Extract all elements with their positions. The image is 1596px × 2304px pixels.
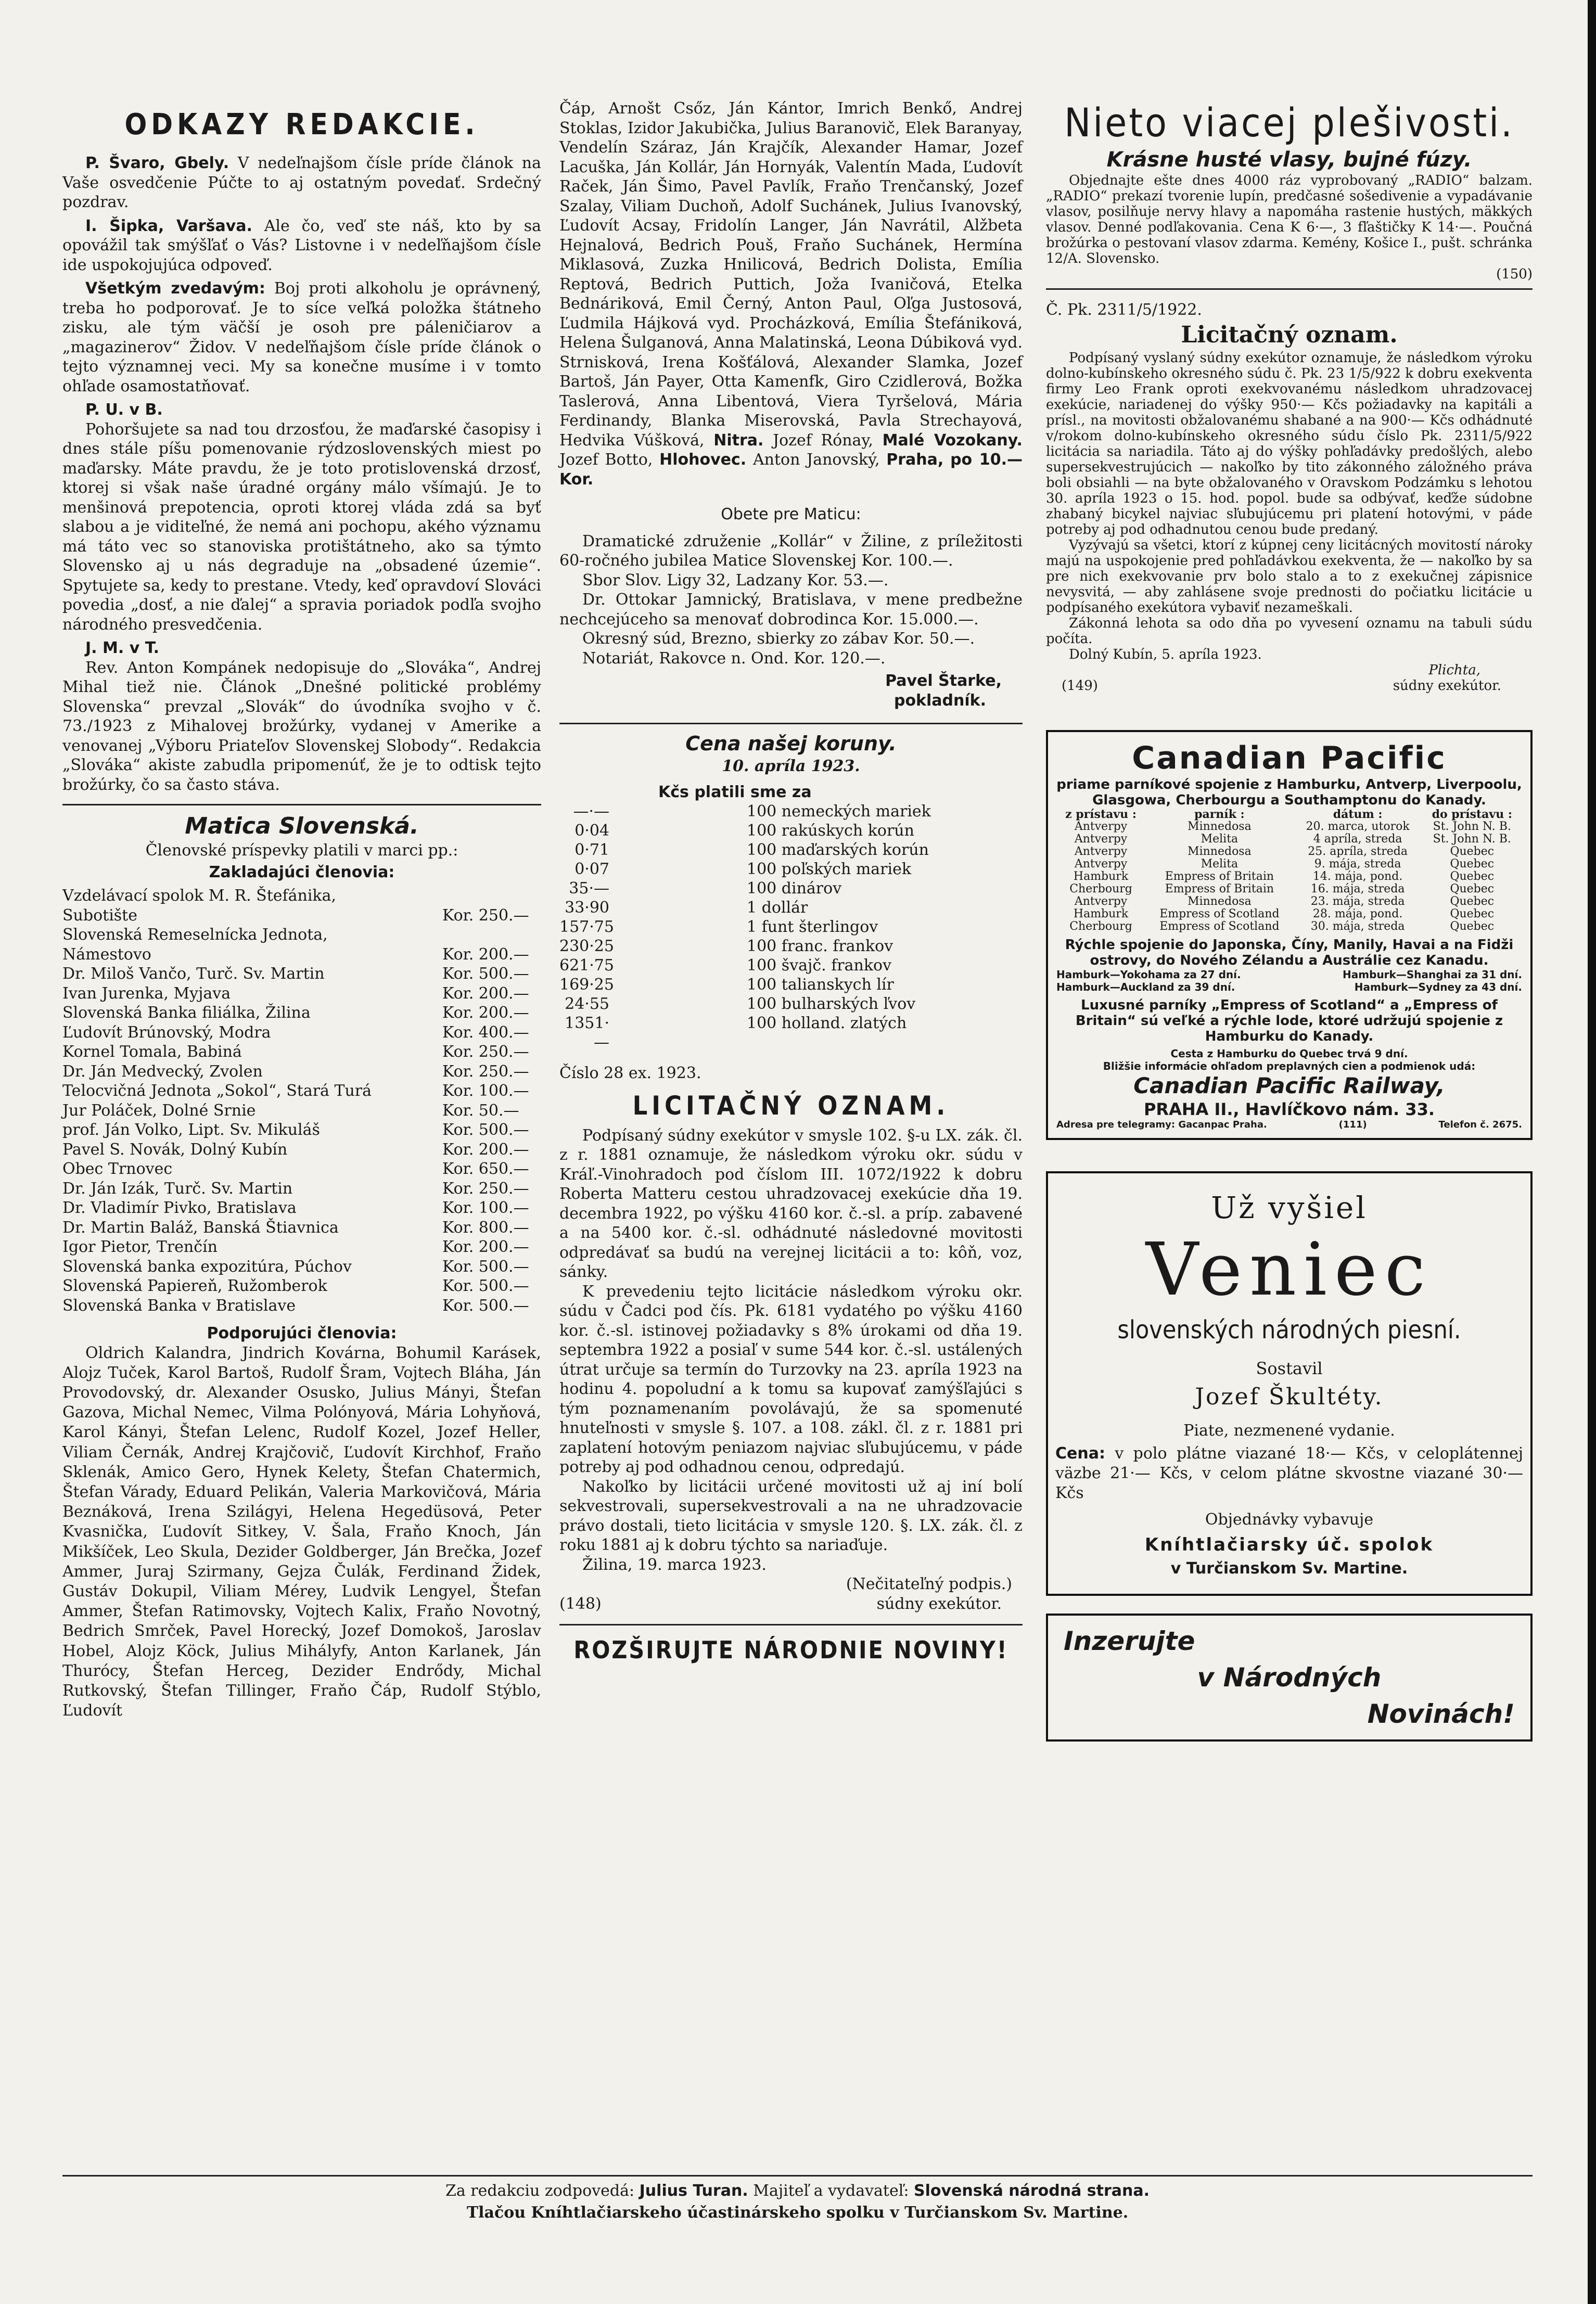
cena-value: 24·55 xyxy=(565,995,609,1013)
cp-cell: Antverpy xyxy=(1074,894,1128,908)
page-edge-bar xyxy=(1588,0,1596,2304)
licitacia-2-sign: Plichta, xyxy=(1428,662,1480,678)
cena-row xyxy=(559,802,1023,821)
licitacia-date: Žilina, 19. marca 1923. xyxy=(582,1555,767,1574)
ad-plesivost-num: (150) xyxy=(1496,266,1533,282)
cp-cell: 20. marca, utorok xyxy=(1306,820,1410,833)
veniec-subtitle: slovenských národných piesní. xyxy=(1117,1315,1461,1345)
zakladajuci-row xyxy=(62,1120,541,1140)
cena-row xyxy=(559,860,1023,879)
cena-value: 621·75 xyxy=(559,956,614,975)
odkazy-title: ODKAZY REDAKCIE. xyxy=(124,108,479,142)
cp-cell: Quebec xyxy=(1450,919,1495,933)
cena-currency: 100 maďarských korún xyxy=(747,841,929,859)
zakladajuci-heading: Zakladajúci členovia: xyxy=(209,863,395,881)
veniec-ad xyxy=(1046,1171,1533,1596)
footer-line-2: Tlačou Kníhtlačiarskeho účastinárskeho spolku v Turčianskom Sv. Martine. xyxy=(466,2204,1129,2222)
zakladajuci-name: Obec Trnovec xyxy=(62,1160,173,1178)
cena-currency: 100 švajč. frankov xyxy=(747,956,892,975)
odkaz-5-head: J. M. v T. xyxy=(85,639,160,657)
cp-cell: Antverpy xyxy=(1074,832,1128,846)
footer-line-1: Za redakciu zodpovedá: Julius Turan. Majiteľ a vydavateľ: Slovenská národná strana. xyxy=(445,2182,1150,2200)
zakladajuci-row xyxy=(62,1218,541,1238)
cena-row xyxy=(559,994,1023,1014)
zakladajuci-amount: Kor. 200.— xyxy=(442,1004,529,1022)
zakladajuci-row xyxy=(62,964,541,984)
zakladajuci-name: Vzdelávací spolok M. R. Štefánika, Subotište xyxy=(62,887,337,925)
obete-heading: Obete pre Maticu: xyxy=(721,505,861,523)
cp-cell: St. John N. B. xyxy=(1433,832,1511,846)
cena-value: 35·— xyxy=(569,879,609,898)
odkaz-1: P. Švaro, Gbely. V nedeľnajšom čísle príde článok na Vaše osvedčenie Púčte to aj ostatným povedať. Srdečný pozdrav. xyxy=(62,154,541,211)
inzerujte-l2: v Národných xyxy=(1197,1662,1382,1693)
cp-cell: Minnedosa xyxy=(1188,844,1252,858)
cena-row xyxy=(559,975,1023,994)
zakladajuci-amount: Kor. 400.— xyxy=(442,1023,529,1042)
cena-value: 0·71 xyxy=(574,841,609,859)
signature-role: pokladník. xyxy=(893,691,986,710)
cp-col-header: z prístavu : xyxy=(1065,807,1137,821)
zakladajuci-amount: Kor. 250.— xyxy=(442,1179,529,1198)
middle-column xyxy=(559,99,1023,1668)
cp-cell: Hamburk xyxy=(1073,869,1129,883)
zakladajuci-name: Dr. Vladimír Pivko, Bratislava xyxy=(62,1199,297,1217)
zakladajuci-amount: Kor. 100.— xyxy=(442,1082,529,1100)
cena-date: 10. apríla 1923. xyxy=(722,757,860,775)
zakladajuci-name: Kornel Tomala, Babiná xyxy=(62,1043,242,1061)
podporujuci-names: Oldrich Kalandra, Jindrich Kovárna, Bohumil Karásek, Alojz Tuček, Karol Bartoš, Rudolf Šram, Vojtech Bláha, Ján Provodovský, dr. Alexander Osusko, Julius Mányi, Štefan Gazova, Michal Nemec, Vilma Polónyová, Mária Lohyňová, Karol Kányi, Štefan Lelenc, Rudolf Kozel, Jozef Heller, Viliam Černák, Andrej Krajčovič, Ľudovít Kirchhof, Fraňo Sklenák, Amico Gero, Hynek Kelety, Štefan Chatermich, Štefan Várady, Eduard Pelikán, Valeria Markovičová, Mária Beznáková, Irena Szilágyi, Helena Hegedüsová, Peter Kvasnička, Ľudovít Sitkey, V. Šala, Fraňo Knoch, Ján Mikšíček, Leo Skula, Dezider Goldberger, Ján Brečka, Jozef Ammer, Juraj Szirmany, Gejza Čulák, Ferdinand Židek, Gustáv Dokupil, Viliam Mérey, Ludvik Lengyel, Štefan Ammer, Štefan Ratimovsky, Vojtech Kalix, Fraňo Novotný, Bedrich Smrček, Pavel Horecký, Jozef Domokoš, Jaroslav Hobel, Alojz Köck, Julius Mihályfy, Anton Karlanek, Ján Thurócy, Štefan Herceg, Dezider Endrődy, Michal Rutkovský, Štefan Tillinger, Fraňo Čáp, Rudolf Stýblo, Ľudovít xyxy=(62,1343,541,1720)
cp-schedule xyxy=(1056,808,1522,933)
zakladajuci-amount: Kor. 50.— xyxy=(442,1101,519,1120)
cp-row xyxy=(1056,821,1522,833)
zakladajuci-row xyxy=(62,1159,541,1179)
cp-fast: Rýchle spojenie do Japonska, Číny, Manily, Havai a na Fidži ostrovy, do Nového Zélandu a Austrálie cez Kanadu. xyxy=(1065,937,1514,968)
cp-times: Hamburk—Auckland za 39 dní. Hamburk—Sydney za 43 dní. xyxy=(1056,980,1522,993)
cena-currency: 100 talianskych lír xyxy=(747,976,894,994)
cislo-ref: Číslo 28 ex. 1923. xyxy=(559,1064,701,1082)
footer-rule xyxy=(62,2175,1533,2177)
cp-row xyxy=(1056,858,1522,871)
zakladajuci-name: Ľudovít Brúnovský, Modra xyxy=(62,1023,271,1042)
cp-cell: Melita xyxy=(1201,857,1239,871)
cp-cell: Minnedosa xyxy=(1188,894,1252,908)
zakladajuci-row xyxy=(62,1062,541,1082)
matica-subtitle: Členovské príspevky platili v marci pp.: xyxy=(145,841,458,860)
zakladajuci-list xyxy=(62,886,541,1315)
odkaz-2: I. Šipka, Varšava. Ale čo, veď ste náš, kto by sa opovážil tak smýšľať o Vás? Listovne i v nedeľňajšom čísle ide uspokojujúca odpoveď. xyxy=(62,216,541,274)
zakladajuci-amount: Kor. 250.— xyxy=(442,906,529,925)
veniec-l1: Už vyšiel xyxy=(1211,1189,1368,1225)
zakladajuci-amount: Kor. 500.— xyxy=(442,1296,529,1315)
zakladajuci-amount: Kor. 200.— xyxy=(442,1238,529,1256)
cp-cell: Quebec xyxy=(1450,882,1495,895)
zakladajuci-name: Jur Poláček, Dolné Srnie xyxy=(62,1101,256,1120)
cena-row xyxy=(559,821,1023,840)
left-column xyxy=(62,99,541,1721)
odkaz-3: Všetkým zvedavým: Boj proti alkoholu je oprávnený, treba ho podporovať. Je to síce veľká položka štátneho zisku, ale tým väčší je osoh pre páleničiarov a „magazinerov“ Židov. V nedeľňajšom čísle príde článok o tejto významnej veci. My sa konečne musíme i v tomto ohľade osamostatňovať. xyxy=(62,279,541,395)
licitacia-para: Nakoľko by licitácii určené movitosti už aj iní bolí sekvestrovali, supersekvestrovali a na ne uhradzovacie právo dostali, tieto licitácia v smysle 120. §. LX. zák. čl. z roku 1881 aj k dobru týchto sa nariaďuje. xyxy=(559,1477,1023,1554)
cp-cell: Quebec xyxy=(1450,844,1495,858)
signature-name: Pavel Štarke, xyxy=(885,672,1002,690)
cena-value: 33·90 xyxy=(565,899,609,917)
cp-cell: St. John N. B. xyxy=(1433,820,1511,833)
divider xyxy=(559,1624,1023,1625)
zakladajuci-row xyxy=(62,1237,541,1257)
cp-cell: 14. mája, pond. xyxy=(1312,869,1403,883)
ad-plesivost-title: Nieto viacej plešivosti. xyxy=(1064,99,1514,146)
licitacia-2-footer: (149) súdny exekútor. xyxy=(1062,677,1501,694)
cp-cell: Empress of Britain xyxy=(1165,869,1274,883)
rozsirujte-ad: ROZŠIRUJTE NÁRODNIE NOVINY! xyxy=(573,1636,1008,1664)
cena-value: 1351·— xyxy=(565,1014,609,1052)
licitacia-para: K prevedeniu tejto licitácie následkom výroku okr. súdu v Čadci pod čís. Pk. 6181 vydatého po výšku 4160 kor. č.-sl. istinovej požiadavky s 8% úrokami od dňa 19. septembra 1922 a posiaľ v sume 544 kor. č.-sl. ustálených útrat určuje sa termín do Turzovky na 23. apríla 1923 na hodinu 4. popoludní a k tomu sa kupovať zamýšľajúci s tým poznamenaním povolávajú, že sa spomenuté hnuteľnosti v smysle §. 107. a 108. zákl. čl. z r. 1881 pri zaplatení hotovým peniazom najviac sľubujúcemu, v páde potreby aj pod odhadnou cenou, odpredajú. xyxy=(559,1282,1023,1476)
divider xyxy=(62,804,541,805)
cp-row xyxy=(1056,871,1522,883)
cp-cell: Empress of Scotland xyxy=(1159,919,1280,933)
veniec-order: Objednávky vybavuje xyxy=(1205,1510,1374,1529)
zakladajuci-name: Slovenská Banka filiálka, Žilina xyxy=(62,1004,311,1022)
inzerujte-ad xyxy=(1046,1614,1533,1742)
cp-col-header: do prístavu : xyxy=(1432,807,1512,821)
inzerujte-l1: Inzerujte xyxy=(1064,1625,1195,1656)
licitacia-para: Podpísaný súdny exekútor v smysle 102. §-u LX. zák. čl. z r. 1881 oznamuje, že následkom výroku okr. súdu v Kráľ.-Vinohradoch pod číslom III. 1072/1922 k dobru Roberta Matteru cestou uhradzovacej exekúcie dňa 19. decembra 1922, po výšku 4160 kor. č.-sl. a príp. zabavené a na 5400 kor. č.-sl. odhádnuté následovné movitosti odpredávať sa budú na verejnej licitácii a to: kôň, voz, sánky. xyxy=(559,1126,1023,1281)
zakladajuci-name: Slovenská Remeselnícka Jednota, Námestovo xyxy=(62,926,328,964)
licitacia-2-para: Vyzývajú sa všetci, ktorí z kúpnej ceny licitácných movitostí nároky majú na uspokojenie pred pohľadávkou exekventa, že — nakoľko by sa pre nich exekvovanie prv bolo stalo a to z exekučnej zápisnice nevysvitá, — aby zahlásene svoje prednosti do počiatku licitácie u podpísaného exekútora vybaviť nezameškali. xyxy=(1046,537,1533,616)
cp-row xyxy=(1056,833,1522,846)
zakladajuci-amount: Kor. 500.— xyxy=(442,965,529,983)
zakladajuci-name: Pavel S. Novák, Dolný Kubín xyxy=(62,1140,288,1159)
cena-header: Kčs platili sme za xyxy=(658,783,812,801)
zakladajuci-row xyxy=(62,1003,541,1023)
zakladajuci-name: Dr. Miloš Vančo, Turč. Sv. Martin xyxy=(62,965,325,983)
obete-item: Dr. Ottokar Jamnický, Bratislava, v mene predbežne nechcejúceho sa menovať dobrodinca Kor. 15.000.—. xyxy=(559,591,1023,629)
cp-subtitle: priame parníkové spojenie z Hamburku, Antverp, Liverpoolu, Glasgowa, Cherbourgu a Southamptonu do Kanady. xyxy=(1056,776,1522,808)
cp-cell: 30. mája, streda xyxy=(1310,919,1405,933)
cena-value: 0·07 xyxy=(574,860,609,878)
zakladajuci-row xyxy=(62,1276,541,1296)
zakladajuci-amount: Kor. 500.— xyxy=(442,1121,529,1139)
licitacia-footer: (148) súdny exekútor. xyxy=(559,1594,1002,1613)
veniec-title: Veniec xyxy=(1145,1227,1433,1312)
cp-cell: Antverpy xyxy=(1074,844,1128,858)
cp-col-header: parník : xyxy=(1194,807,1245,821)
zakladajuci-amount: Kor. 800.— xyxy=(442,1218,529,1237)
cp-cell: Quebec xyxy=(1450,907,1495,920)
inzerujte-l3: Novinách! xyxy=(1367,1698,1515,1729)
zakladajuci-name: Dr. Ján Izák, Turč. Sv. Martin xyxy=(62,1179,293,1198)
cena-value: 230·25 xyxy=(559,937,614,955)
cena-row xyxy=(559,956,1023,975)
cp-cell: Cherbourg xyxy=(1069,882,1132,895)
licitacia-2-date: Dolný Kubín, 5. apríla 1923. xyxy=(1069,646,1262,662)
obete-item: Notariát, Rakovce n. Ond. Kor. 120.—. xyxy=(582,649,886,668)
cp-cell: 28. mája, pond. xyxy=(1312,907,1403,920)
odkaz-4: Pohoršujete sa nad tou drzosťou, že maďarské časopisy i dnes stále píšu pomenovanie rýdzoslovenských miest po maďarsky. Máte pravdu, že je toto protislovenská drzosť, ktorej si však naše úradné orgány málo všímajú. Je to menšinová prepotencia, oproti ktorej vláda zdá sa byť slabou a je viditeľné, že nemá ani pochopu, akého významu má táto vec so stanoviska protištátneho, ako sa týmto Slovensko aj u nás degraduje na „obsadené územie“. Spytujete sa, kedy to prestane. Vtedy, keď opravdoví Slováci povedia „dosť, a nie ďalej“ a spravia poriadok podľa svojho národného presvedčenia. xyxy=(62,420,541,634)
zakladajuci-name: Slovenská Banka v Bratislave xyxy=(62,1296,296,1315)
zakladajuci-row xyxy=(62,1081,541,1101)
veniec-price: Cena: v polo plátne viazané 18·— Kčs, v celoplátennej väzbe 21·— Kčs, v celom plátne skvostne viazané 30·— Kčs xyxy=(1055,1444,1523,1502)
cena-value: 157·75 xyxy=(559,918,614,936)
cp-cell: Quebec xyxy=(1450,894,1495,908)
cp-cell: Melita xyxy=(1201,832,1239,846)
zakladajuci-row xyxy=(62,925,541,964)
podporujuci-heading: Podporujúci členovia: xyxy=(207,1324,397,1342)
cena-row xyxy=(559,937,1023,956)
cp-cell: 4 apríla, streda xyxy=(1313,832,1402,846)
zakladajuci-amount: Kor. 500.— xyxy=(442,1257,529,1276)
licitacia-2-para: Podpísaný vyslaný súdny exekútor oznamuje, že následkom výroku dolno-kubínskeho okresného súdu č. Pk. 23 1/5/922 k dobru exekventa firmy Leo Frank oproti exekvovanému následkom uhradzovacej exekúcie, nariadenej do výšky 950·— Kčs požiadavky na kapitáli a prísl., na movitosti obžalovanému shabané a na 900·— Kčs odhádnuté v/rokom dolno-kubínskeho okresného súdu číslo Pk. 2311/5/922 licitácia sa nariadila. Táto aj do výšky pohľadávky predošlých, alebo supersekvestrujúcich — nakoľko by tito zákonného záložného práva boli obsiahli — na byte obžalovaného v Oravskom Podzámku s lehotou 30. apríla 1923 o 15. hod. popol. bude sa odbývať, keďže súdobne zhabaný bicykel najviac sľubujúcemu pri platení hotovými, v páde potreby aj pod odhadnutou cenou bude predaný. xyxy=(1046,350,1533,537)
obete-item: Dramatické združenie „Kollár“ v Žiline, z príležitosti 60-ročného jubilea Matice Slovenskej Kor. 100.—. xyxy=(559,532,1023,570)
cp-cesta: Cesta z Hamburku do Quebec trvá 9 dní. xyxy=(1170,1047,1408,1060)
zakladajuci-row xyxy=(62,1257,541,1277)
cp-col-header: dátum : xyxy=(1333,807,1383,821)
cp-cell: 16. mája, streda xyxy=(1310,882,1405,895)
zakladajuci-amount: Kor. 200.— xyxy=(442,1140,529,1159)
canadian-pacific-ad xyxy=(1046,730,1533,1140)
cp-cell: Empress of Britain xyxy=(1165,882,1274,895)
zakladajuci-amount: Kor. 650.— xyxy=(442,1160,529,1178)
zakladajuci-amount: Kor. 250.— xyxy=(442,1062,529,1081)
cp-row xyxy=(1056,895,1522,908)
cena-value: 169·25 xyxy=(559,976,614,994)
obete-item: Okresný súd, Brezno, sbierky zo zábav Kor. 50.—. xyxy=(582,630,975,648)
cena-currency: 1 funt šterlingov xyxy=(747,918,878,936)
cp-cell: 9. mája, streda xyxy=(1314,857,1401,871)
cp-cell: Quebec xyxy=(1450,857,1495,871)
cena-value: —·— xyxy=(573,802,609,821)
divider xyxy=(1046,288,1533,290)
zakladajuci-amount: Kor. 500.— xyxy=(442,1277,529,1295)
cp-row xyxy=(1056,883,1522,895)
cena-currency: 100 dinárov xyxy=(747,879,842,898)
cp-address: PRAHA II., Havlíčkovo nám. 33. xyxy=(1143,1099,1435,1119)
cp-cell: Cherbourg xyxy=(1069,919,1132,933)
cp-cell: Hamburk xyxy=(1073,907,1129,920)
divider xyxy=(559,723,1023,724)
cena-currency: 100 poľských mariek xyxy=(747,860,912,878)
zakladajuci-row xyxy=(62,1023,541,1043)
cp-contacts: Adresa pre telegramy: Gacanpac Praha. (111) Telefon č. 2675. xyxy=(1056,1119,1522,1130)
cena-table xyxy=(559,802,1023,1052)
zakladajuci-name: Dr. Ján Medvecký, Zvolen xyxy=(62,1062,263,1081)
cena-row xyxy=(559,1014,1023,1052)
zakladajuci-amount: Kor. 250.— xyxy=(442,1043,529,1061)
cp-cell: Minnedosa xyxy=(1188,820,1252,833)
cena-row xyxy=(559,898,1023,917)
cena-row xyxy=(559,840,1023,860)
footer xyxy=(62,2180,1533,2224)
zakladajuci-name: Telocvičná Jednota „Sokol“, Stará Turá xyxy=(62,1082,372,1100)
zakladajuci-name: Dr. Martin Baláž, Banská Štiavnica xyxy=(62,1218,339,1237)
cena-value: 0·04 xyxy=(574,822,609,840)
zakladajuci-name: Slovenská banka expozitúra, Púchov xyxy=(62,1257,352,1276)
odkaz-4-head: P. U. v B. xyxy=(85,401,163,419)
cena-currency: 100 bulharských ľvov xyxy=(747,995,916,1013)
licitacny-oznam-title-2: Licitačný oznam. xyxy=(1181,321,1398,348)
cena-currency: 100 nemeckých mariek xyxy=(747,802,931,821)
cena-title: Cena našej koruny. xyxy=(685,732,897,755)
cp-title: Canadian Pacific xyxy=(1132,739,1447,776)
veniec-author: Jozef Škultéty. xyxy=(1195,1383,1384,1410)
licitacny-oznam-title: LICITAČNÝ OZNAM. xyxy=(632,1090,950,1121)
zakladajuci-amount: Kor. 200.— xyxy=(442,984,529,1003)
cp-cell: 25. apríla, streda xyxy=(1308,844,1408,858)
zakladajuci-amount: Kor. 200.— xyxy=(442,945,529,964)
cena-currency: 100 holland. zlatých xyxy=(747,1014,907,1032)
zakladajuci-row xyxy=(62,1101,541,1121)
zakladajuci-row xyxy=(62,1179,541,1199)
zakladajuci-amount: Kor. 100.— xyxy=(442,1199,529,1217)
licitacia-2-para: Zákonná lehota sa odo dňa po vyvesení oznamu na tabuli súdu počíta. xyxy=(1046,615,1533,647)
zakladajuci-name: prof. Ján Volko, Lipt. Sv. Mikuláš xyxy=(62,1121,320,1139)
cp-cell: Antverpy xyxy=(1074,820,1128,833)
cena-currency: 100 rakúskych korún xyxy=(747,822,914,840)
veniec-publisher: Kníhtlačiarsky úč. spolok xyxy=(1144,1534,1434,1555)
zakladajuci-name: Ivan Jurenka, Myjava xyxy=(62,984,231,1003)
zakladajuci-row xyxy=(62,1042,541,1062)
right-column xyxy=(1046,99,1533,1742)
cena-currency: 1 dollár xyxy=(747,899,808,917)
zakladajuci-row xyxy=(62,984,541,1004)
cena-row xyxy=(559,917,1023,937)
zakladajuci-name: Slovenská Papiereň, Ružomberok xyxy=(62,1277,327,1295)
licitacia-ref: Č. Pk. 2311/5/1922. xyxy=(1046,301,1202,319)
cp-luxury: Luxusné parníky „Empress of Scotland“ a „Empress of Britain“ sú veľké a rýchle lode, ktoré udržujú spojenie z Hamburku do Kanady. xyxy=(1075,997,1503,1044)
veniec-sostavil: Sostavil xyxy=(1256,1358,1323,1378)
zakladajuci-row xyxy=(62,1198,541,1218)
cp-railway: Canadian Pacific Railway, xyxy=(1133,1072,1445,1098)
cena-row xyxy=(559,879,1023,898)
cp-row xyxy=(1056,908,1522,920)
ad-plesivost-subtitle: Krásne husté vlasy, bujné fúzy. xyxy=(1106,148,1472,172)
zakladajuci-row xyxy=(62,1140,541,1160)
cp-cell: Empress of Scotland xyxy=(1159,907,1280,920)
cp-cell: 23. mája, streda xyxy=(1310,894,1405,908)
cp-row xyxy=(1056,846,1522,858)
cp-times: Hamburk—Yokohama za 27 dní. Hamburk—Shanghai za 31 dní. xyxy=(1056,968,1522,981)
zakladajuci-row xyxy=(62,1296,541,1316)
veniec-place: v Turčianskom Sv. Martine. xyxy=(1170,1559,1408,1578)
cp-cell: Quebec xyxy=(1450,869,1495,883)
licitacia-signature: (Nečitateľný podpis.) xyxy=(846,1575,1012,1593)
odkaz-5: Rev. Anton Kompánek nedopisuje do „Slováka“, Andrej Mihal tiež nie. Článok „Dnešné politické problémy Slovenska“ prevzal „Slovák“ do úvodníka svojho v č. 73./1923 z Mihalovej brožúrky, vydanej v Amerike a venovanej „Výboru Priateľov Slovenskej Slobody“. Redakcia „Slováka“ akiste zabudla pripomenúť, že je to odtisk tejto brožúrky, čo sa často stáva. xyxy=(62,658,541,794)
cp-info: Bližšie informácie ohľadom preplavných cien a podmienok udá: xyxy=(1103,1059,1476,1072)
obete-item: Sbor Slov. Ligy 32, Ladzany Kor. 53.—. xyxy=(582,571,889,590)
podporujuci-continued: Čáp, Arnošt Csőz, Ján Kántor, Imrich Benkő, Andrej Stoklas, Izidor Jakubička, Julius Baranovič, Elek Baranyay, Vendelín Száraz, Ján Krajčík, Alexander Hamar, Jozef Lacuška, Ján Kollár, Ján Hornyák, Valentín Mada, Ľudovít Raček, Ján Šimo, Pavel Pavlík, Fraňo Trenčanský, Jozef Szalay, Viliam Duchoň, Adolf Suchánek, Julius Ivanovský, Ľudovít Acsay, Fridolín Langer, Ján Navrátil, Alžbeta Hejnalová, Bedrich Pouš, Fraňo Suchánek, Hermína Miklasová, Zuzka Hnilicová, Bedrich Dolista, Emília Reptová, Bedrich Puttich, Joža Ivaničová, Etelka Bednáriková, Emil Černý, Anton Paul, Oľga Justosová, Ľudmila Hájková vyd. Procházková, Emília Štefániková, Helena Šulganová, Anna Malatinská, Leona Dúbiková vyd. Strnisková, Irena Košťálová, Alexander Slamka, Jozef Bartoš, Ján Payer, Otta Kamenfk, Giro Czidlerová, Božka Taslerová, Anna Libentová, Viera Tyršelová, Mária Ferdinandy, Blanka Miserovská, Pavla Strechayová, Hedvika Vúšková, Nitra. Jozef Rónay, Malé Vozokany. Jozef Botto, Hlohovec. Anton Janovský, Praha, po 10.— Kor. xyxy=(559,99,1023,489)
veniec-edition: Piate, nezmenené vydanie. xyxy=(1183,1421,1395,1440)
zakladajuci-name: Igor Pietor, Trenčín xyxy=(62,1238,218,1256)
ad-plesivost-text: Objednajte ešte dnes 4000 ráz vyprobovaný „RADIO“ balzam. „RADIO“ prekazí tvorenie lupín, predčasné sošedivenie a vypadávanie vlasov, posilňuje nervy hlavy a napomáha rastenie hustých, mäkkých vlasov. Denné podľakovania. Cena K 6·—, 3 fľaštičky K 14·—. Poučná brožúrka o pestovaní vlasov zdarma. Kemény, Košice I., pušt. schránka 12/A. Slovensko. xyxy=(1046,173,1533,266)
cena-currency: 100 franc. frankov xyxy=(747,937,893,955)
matica-title: Matica Slovenská. xyxy=(185,813,419,839)
zakladajuci-row xyxy=(62,886,541,925)
cp-row xyxy=(1056,920,1522,933)
cp-cell: Antverpy xyxy=(1074,857,1128,871)
